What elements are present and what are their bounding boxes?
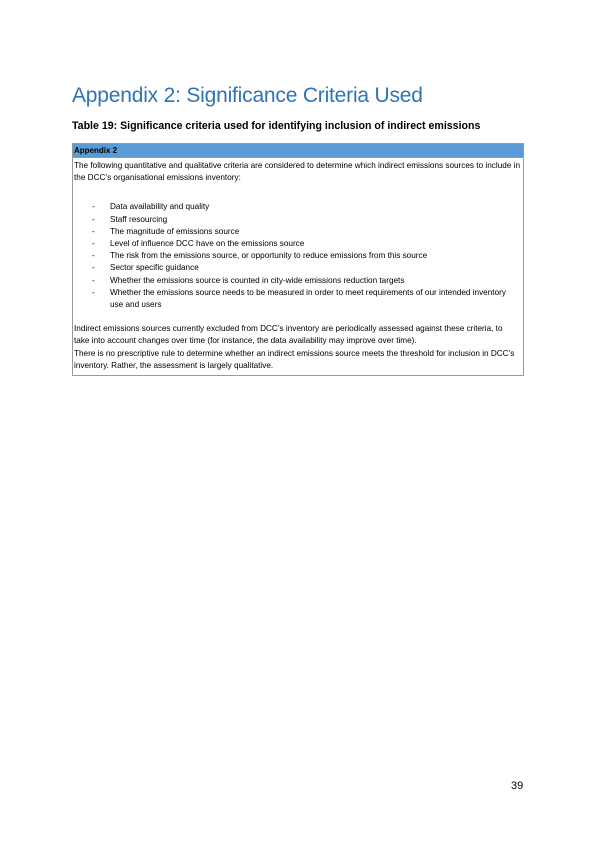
criteria-text: Whether the emissions source needs to be measured in order to meet requirements of our intended inventory use and users <box>110 287 506 310</box>
bullet-dash: - <box>92 287 95 297</box>
criteria-text: Staff resourcing <box>110 214 168 224</box>
table-body-cell <box>73 158 523 372</box>
bullet-dash: - <box>92 202 95 212</box>
closing-paragraph-2: There is no prescriptive rule to determine whether an indirect emissions source meets the threshold for inclusion in DCC’s inventory. Rather, the assessment is largely qualitative. <box>74 348 515 370</box>
criteria-list <box>74 201 520 311</box>
criteria-list-item <box>74 226 520 238</box>
bullet-dash: - <box>92 214 95 224</box>
criteria-list-item <box>74 262 520 274</box>
criteria-list-item <box>74 238 520 250</box>
criteria-list-item <box>74 214 520 226</box>
bullet-dash: - <box>92 251 95 261</box>
page-number: 39 <box>511 780 524 792</box>
criteria-text: Level of influence DCC have on the emissions source <box>110 239 305 249</box>
criteria-list-item <box>74 250 520 262</box>
appendix-heading: Appendix 2: Significance Criteria Used <box>72 84 423 107</box>
criteria-text: The magnitude of emissions source <box>110 226 240 236</box>
bullet-dash: - <box>92 263 95 273</box>
closing-paragraph-1: Indirect emissions sources currently excluded from DCC’s inventory are periodically assessed against these criteria, to take into account changes over time (for instance, the data availability may improve over time). <box>74 324 503 346</box>
bullet-dash: - <box>92 226 95 236</box>
criteria-table <box>72 143 524 376</box>
criteria-text: Whether the emissions source is counted in city-wide emissions reduction targets <box>110 275 405 285</box>
criteria-text: Data availability and quality <box>110 202 210 212</box>
intro-paragraph: The following quantitative and qualitative criteria are considered to determine which indirect emissions sources to include in the DCC’s organisational emissions inventory: <box>74 161 520 183</box>
bullet-dash: - <box>92 239 95 249</box>
criteria-list-item <box>74 201 520 213</box>
criteria-list-item <box>74 287 520 311</box>
criteria-list-item <box>74 275 520 287</box>
table-caption: Table 19: Significance criteria used for identifying inclusion of indirect emissions <box>72 120 481 132</box>
criteria-text: The risk from the emissions source, or opportunity to reduce emissions from this source <box>110 251 428 261</box>
criteria-text: Sector specific guidance <box>110 263 199 273</box>
bullet-dash: - <box>92 275 95 285</box>
table-header-cell: Appendix 2 <box>73 144 523 158</box>
